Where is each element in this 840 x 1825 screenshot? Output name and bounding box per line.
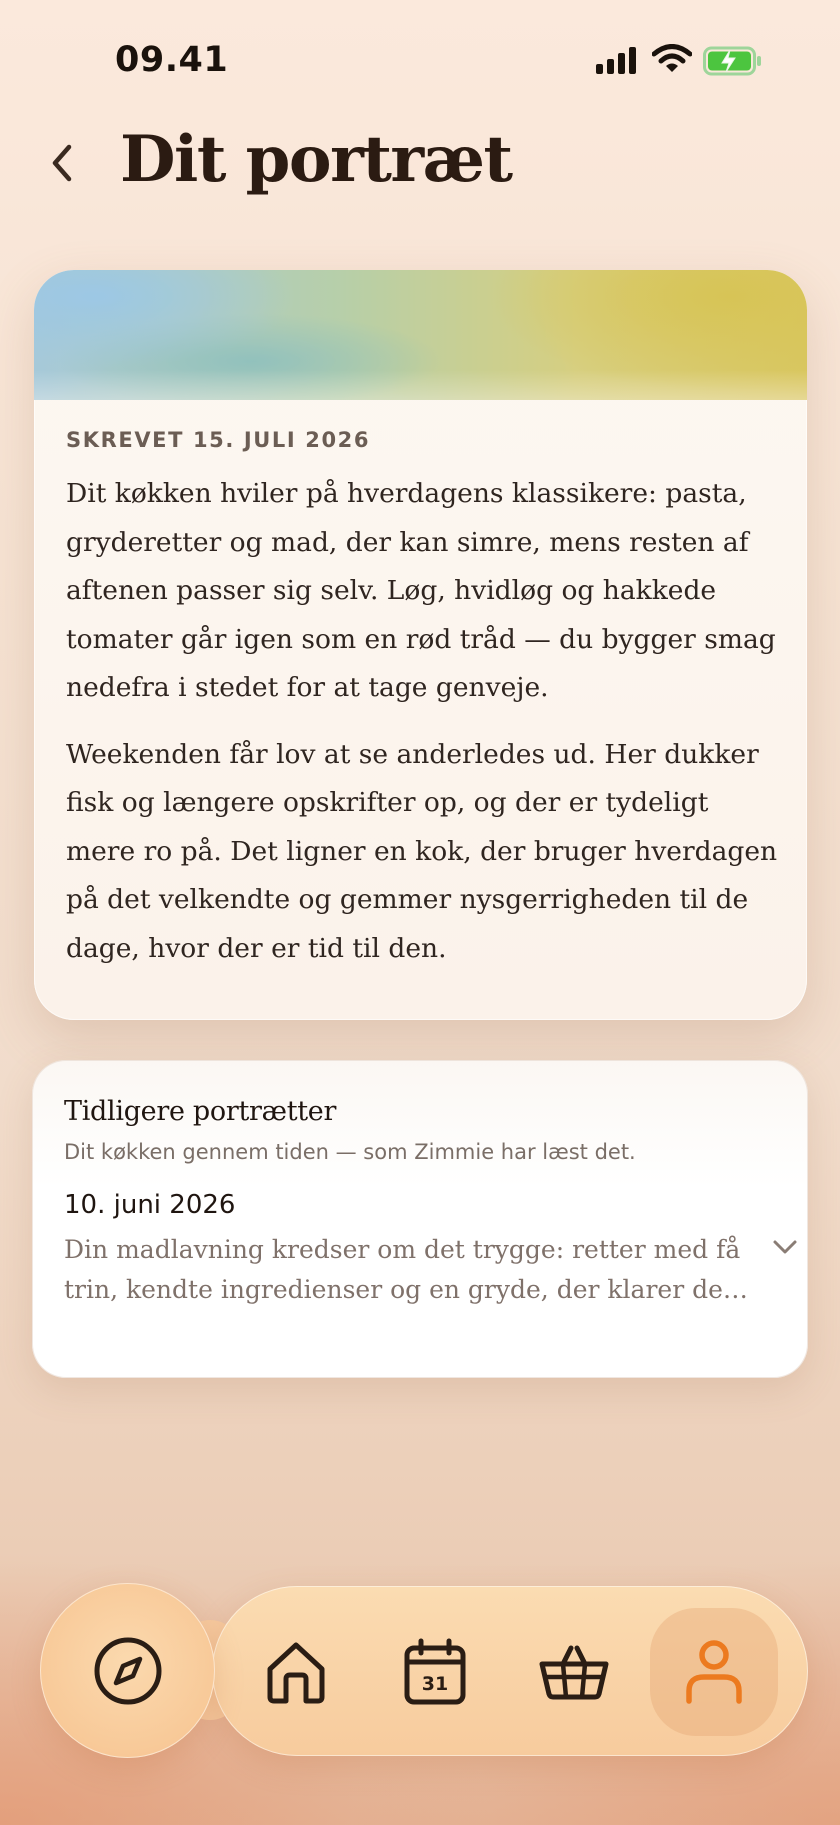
previous-portrait-entry[interactable]	[32, 1190, 808, 1350]
calendar-day-label: 31	[421, 1673, 449, 1695]
cellular-signal-icon	[596, 46, 640, 74]
chevron-down-icon[interactable]	[772, 1238, 798, 1256]
portrait-text	[66, 470, 778, 991]
wifi-icon	[652, 44, 692, 74]
home-icon	[264, 1639, 328, 1705]
portrait-paragraph: Weekenden får lov at se anderledes ud. Her dukker fisk og længere opskrifter op, og der er tydeligt mere ro på. Det ligner en kok, der bruger hverdagen på det velkendte og gemmer nysgerrigheden til de dage, hvor der er tid til den.	[66, 738, 778, 964]
calendar-icon	[403, 1638, 467, 1706]
nav-plan-button[interactable]	[371, 1608, 499, 1736]
previous-portraits-title: Tidligere portrætter	[64, 1096, 337, 1127]
previous-portraits-card	[32, 1060, 808, 1378]
previous-portraits-subtitle: Dit køkken gennem tiden — som Zimmie har læst det.	[64, 1140, 636, 1164]
nav-profile-button[interactable]	[650, 1608, 778, 1736]
card-hero-gradient	[34, 270, 807, 400]
person-icon	[684, 1639, 744, 1705]
page-title: Dit portræt	[120, 122, 512, 197]
status-bar	[0, 0, 840, 120]
chevron-left-icon	[50, 143, 74, 183]
compass-icon	[93, 1636, 163, 1706]
nav-discover-button[interactable]	[40, 1583, 215, 1758]
entry-date: 10. juni 2026	[64, 1190, 236, 1220]
entry-excerpt: Din madlavning kredser om det trygge: retter med få trin, kendte ingredienser og en gryde, der klarer de…	[64, 1235, 748, 1304]
nav-basket-button[interactable]	[510, 1608, 638, 1736]
basket-icon	[539, 1644, 609, 1700]
portrait-paragraph: Dit køkken hviler på hverdagens klassikere: pasta, gryderetter og mad, der kan simre, mens resten af aftenen passer sig selv. Løg, hvidløg og hakkede tomater går igen som en rød tråd — du bygger smag nedefra i stedet for at tage genveje.	[66, 478, 776, 703]
nav-home-button[interactable]	[232, 1608, 360, 1736]
written-date: SKREVET 15. JULI 2026	[66, 428, 371, 452]
status-time: 09.41	[115, 40, 229, 80]
portrait-card	[34, 270, 807, 1020]
battery-charging-icon	[703, 46, 763, 76]
back-button[interactable]	[40, 136, 84, 190]
